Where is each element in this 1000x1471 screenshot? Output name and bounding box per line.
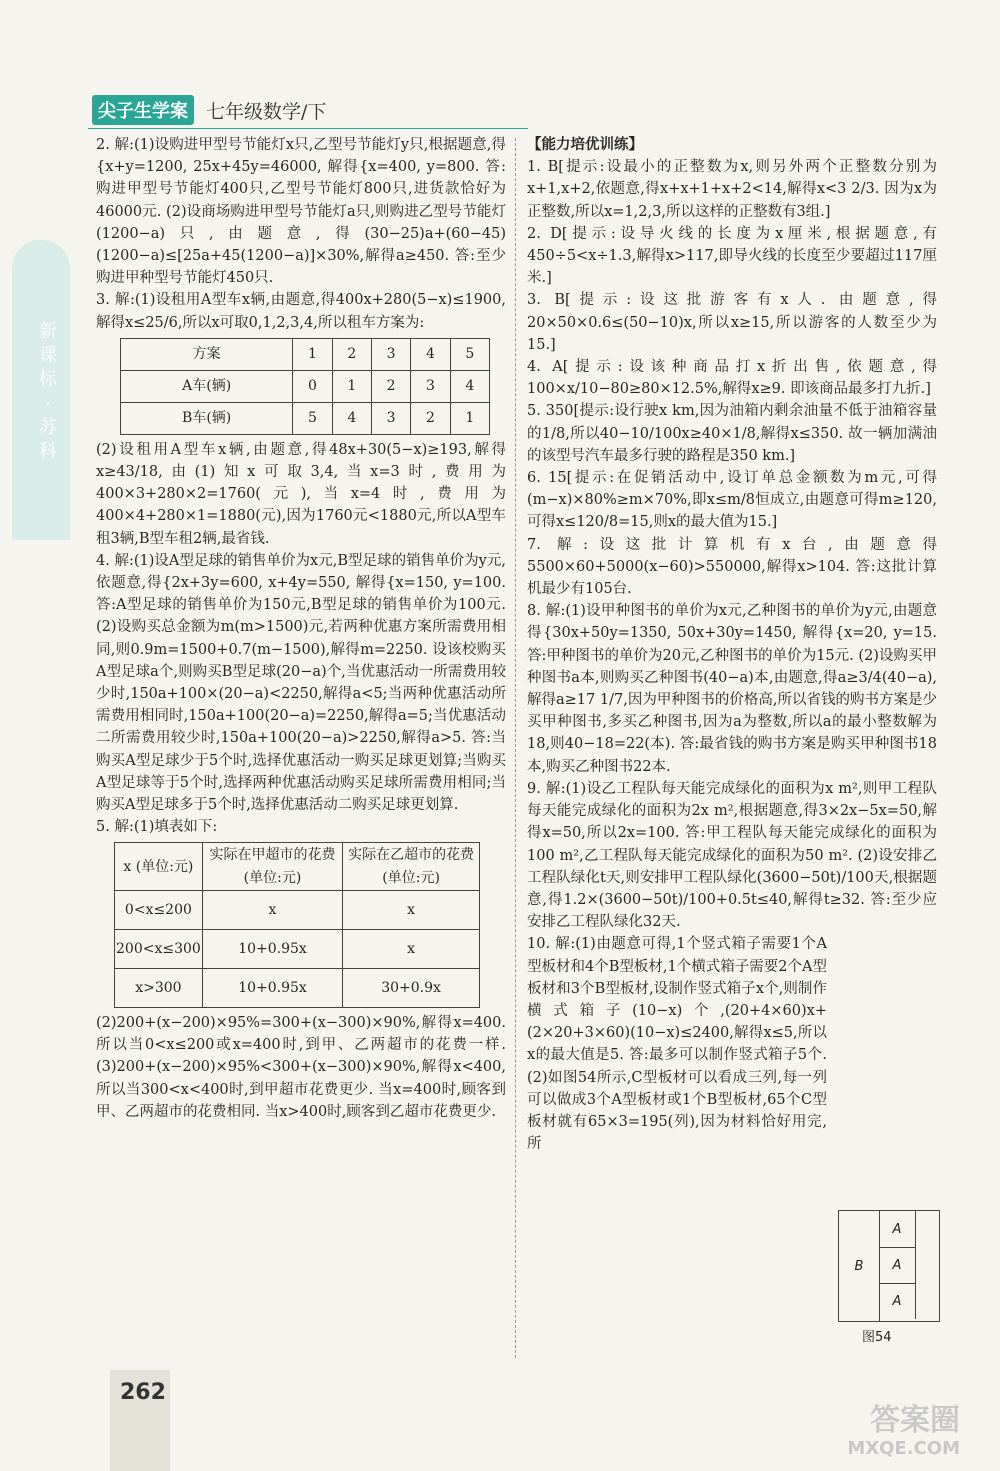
page-header [92,96,326,124]
table-cell: 2 [371,370,410,402]
figure-caption: 图54 [862,1330,892,1345]
table-cell: 4 [411,338,450,370]
table-row [121,370,490,402]
answer-r10: 10. 解:(1)由题意可得,1个竖式箱子需要1个A型板材和4个B型板材,1个横式箱子需要2个A型板材和3个B型板材,设制作竖式箱子x个,则制作横式箱子(10−x)个,(20+4×60)x+(2×20+3×60)(10−x)≤2400,解得x≤5,所以x的最大值是5. 答:最多可以制作竖式箱子5个. (2)如图54所示,C型板材可以看成三列,每一列可以做成3个A型板材或1个B型板材,65个C型板材就有65×3=195(列),因为材料恰好用完,所 [527,936,827,1153]
table-cell: 10+0.95x [202,968,342,1007]
answer-r5: 5. 350[提示:设行驶x km,因为油箱内剩余油量不低于油箱容量的1/8,所以40−10/100x≥40×1/8,解得x≤350. 故一辆加满油的该型号汽车最多行驶的路程是350 km.] [527,403,937,464]
table-cell: 30+0.9x [343,968,480,1007]
section-heading: 【能力培优训练】 [527,136,643,153]
table-cell: 0 [293,370,332,402]
table-cell: 0<x≤200 [115,890,203,929]
watermark-logo: 答案圈 [870,1403,960,1438]
table-cell: 1 [293,338,332,370]
answer-r4: 4. A[提示:设该种商品打x折出售,依题意,得100×x/10−80≥80×12.5%,解得x≥9. 即该商品最多打九折.] [527,359,937,398]
supermarket-cost-table [114,842,480,1007]
table-row [121,402,490,434]
table-cell: 5 [450,338,489,370]
answer-5-part2: (2)200+(x−200)×95%=300+(x−300)×90%,解得x=400. 所以当0<x≤200或x=400时,到甲、乙两超市的花费一样. (3)200+(x−200)×95%<300+(x−300)×90%,解得x<400,所以当300<x<400时,到甲超市花费更少. 当x=400时,顾客到甲、乙两超市的花费相同. 当x>400时,顾客到乙超市花费更少. [96,1014,506,1120]
figure-label-a: A [879,1247,916,1284]
table-row [121,338,490,370]
page-number: 262 [120,1380,166,1405]
column-divider [515,138,516,1358]
table-cell: 3 [411,370,450,402]
right-column [527,134,937,1155]
table-cell: A车(辆) [121,370,293,402]
figure-label-a: A [879,1283,916,1319]
answer-5: 5. 解:(1)填表如下: [96,819,218,836]
answer-2: 2. 解:(1)设购进甲型号节能灯x只,乙型号节能灯y只,根据题意,得{x+y=1200, 25x+45y=46000, 解得{x=400, y=800. 答:购进甲型号节能灯400只,乙型号节能灯800只,进货款恰好为46000元. (2)设商场购进甲型号节能灯a只,则购进乙型号节能灯(1200−a)只,由题意,得(30−25)a+(60−45)(1200−a)≤[25a+45(1200−a)]×30%,解得a≥450. 答:至少购进甲种型号节能灯450只. [96,137,506,287]
side-label: 新课标·苏科 [39,321,57,462]
rental-plan-table [120,338,490,435]
answer-3-part2: (2)设租用A型车x辆,由题意,得48x+30(5−x)≥193,解得x≥43/18,由(1)知x可取3,4,当x=3时,费用为400×3+280×2=1760(元),当x=4时,费用为400×4+280×1=1880(元),因为1760元<1880元,所以A型车租3辆,B型车租2辆,最省钱. [96,441,506,547]
table-cell: 4 [450,370,489,402]
answer-r2: 2. D[提示:设导火线的长度为x厘米,根据题意,有450÷5<x÷1.3,解得x>117,即导火线的长度至少要超过117厘米.] [527,225,937,287]
table-cell: 3 [371,338,410,370]
header-rule [88,128,528,129]
answer-r3: 3. B[提示:设这批游客有x人. 由题意,得20×50×0.6≤(50−10)x,所以x≥15,所以游客的人数至少为15.] [527,292,937,353]
table-row [115,843,480,890]
table-cell: 实际在甲超市的花费(单位:元) [202,843,342,890]
table-cell: x [343,929,480,968]
figure-label-a: A [879,1211,916,1248]
table-cell: 1 [450,402,489,434]
table-cell: 3 [371,402,410,434]
book-subtitle: 七年级数学/下 [206,100,327,123]
answer-4: 4. 解:(1)设A型足球的销售单价为x元,B型足球的销售单价为y元,依题意,得{2x+3y=600, x+4y=550, 解得{x=150, y=100. 答:A型足球的销售单价为150元,B型足球的销售单价为100元. (2)设购买总金额为m(m>1500)元,若两种优惠方案所需费用相同,则0.9m=1500+0.7(m−1500),解得m=2250. 设该校购买A型足球a个,则购买B型足球(20−a)个,当优惠活动一所需费用较少时,150a+100×(20−a)<2250,解得a<5;当两种优惠活动所需费用相同时,150a+100(20−a)=2250,解得a=5;当优惠活动二所需费用较少时,150a+100(20−a)>2250,解得a>5. 答:当购买A型足球少于5个时,选择优惠活动一购买足球更划算;当购买A型足球等于5个时,选择两种优惠活动购买足球所需费用相同;当购买A型足球多于5个时,选择优惠活动二购买足球更划算. [96,552,506,814]
answer-r8: 8. 解:(1)设甲种图书的单价为x元,乙种图书的单价为y元,由题意得{30x+50y=1350, 50x+30y=1450, 解得{x=20, y=15. 答:甲种图书的单价为20元,乙种图书的单价为15元. (2)设购买甲种图书a本,则购买乙种图书(40−a)本,由题意,得a≥3/4(40−a),解得a≥17 1/7,因为甲种图书的价格高,所以省钱的购书方案是少买甲种图书,多买乙种图书,因为a为整数,所以a的最小整数解为18,则40−18=22(本). 答:最省钱的购书方案是购买甲种图书18本,购买乙种图书22本. [527,603,937,775]
table-cell: 2 [411,402,450,434]
table-cell: 1 [332,370,371,402]
table-row [115,929,480,968]
table-row [115,890,480,929]
watermark-domain: MXQE.COM [847,1438,960,1459]
table-cell: 200<x≤300 [115,929,203,968]
table-cell: x>300 [115,968,203,1007]
table-cell: 5 [293,402,332,434]
table-cell: 实际在乙超市的花费(单位:元) [343,843,480,890]
answer-r9: 9. 解:(1)设乙工程队每天能完成绿化的面积为x m²,则甲工程队每天能完成绿化的面积为2x m²,根据题意,得3×2x−5x=50,解得x=50,所以2x=100. 答:甲工程队每天能完成绿化的面积为100 m²,乙工程队每天能完成绿化的面积为50 m². (2)设安排乙工程队绿化t天,则安排甲工程队绿化(3600−50t)/100天,根据题意,得1.2×(3600−50t)/100+0.5t≤40,解得t≥32. 答:至少应安排乙工程队绿化32天. [527,780,937,931]
table-row [115,968,480,1007]
left-column [96,134,506,1123]
table-cell: x (单位:元) [115,843,203,890]
answer-r1: 1. B[提示:设最小的正整数为x,则另外两个正整数分别为x+1,x+2,依题意,得x+x+1+x+2<14,解得x<3 2/3. 因为x为正整数,所以x=1,2,3,所以这样的正整数有3组.] [527,159,937,220]
answer-r6: 6. 15[提示:在促销活动中,设订单总金额数为m元,可得(m−x)×80%≥m×70%,即x≤m/8恒成立,由题意可得m≥120,可得x≤120/8=15,则x的最大值为15.] [527,470,937,531]
table-cell: x [343,890,480,929]
figure-54 [838,1210,940,1322]
table-cell: x [202,890,342,929]
table-cell: B车(辆) [121,402,293,434]
table-cell: 4 [332,402,371,434]
table-cell: 2 [332,338,371,370]
answer-3: 3. 解:(1)设租用A型车x辆,由题意,得400x+280(5−x)≤1900,解得x≤25/6,所以x可取0,1,2,3,4,所以租车方案为: [96,292,506,331]
figure-label-b: B [839,1211,880,1321]
brand-logo: 尖子生学案 [92,95,194,125]
answer-r7: 7. 解:设这批计算机有x台,由题意得5500×60+5000(x−60)>550000,解得x>104. 答:这批计算机最少有105台. [527,536,937,598]
table-cell: 方案 [121,338,293,370]
table-cell: 10+0.95x [202,929,342,968]
